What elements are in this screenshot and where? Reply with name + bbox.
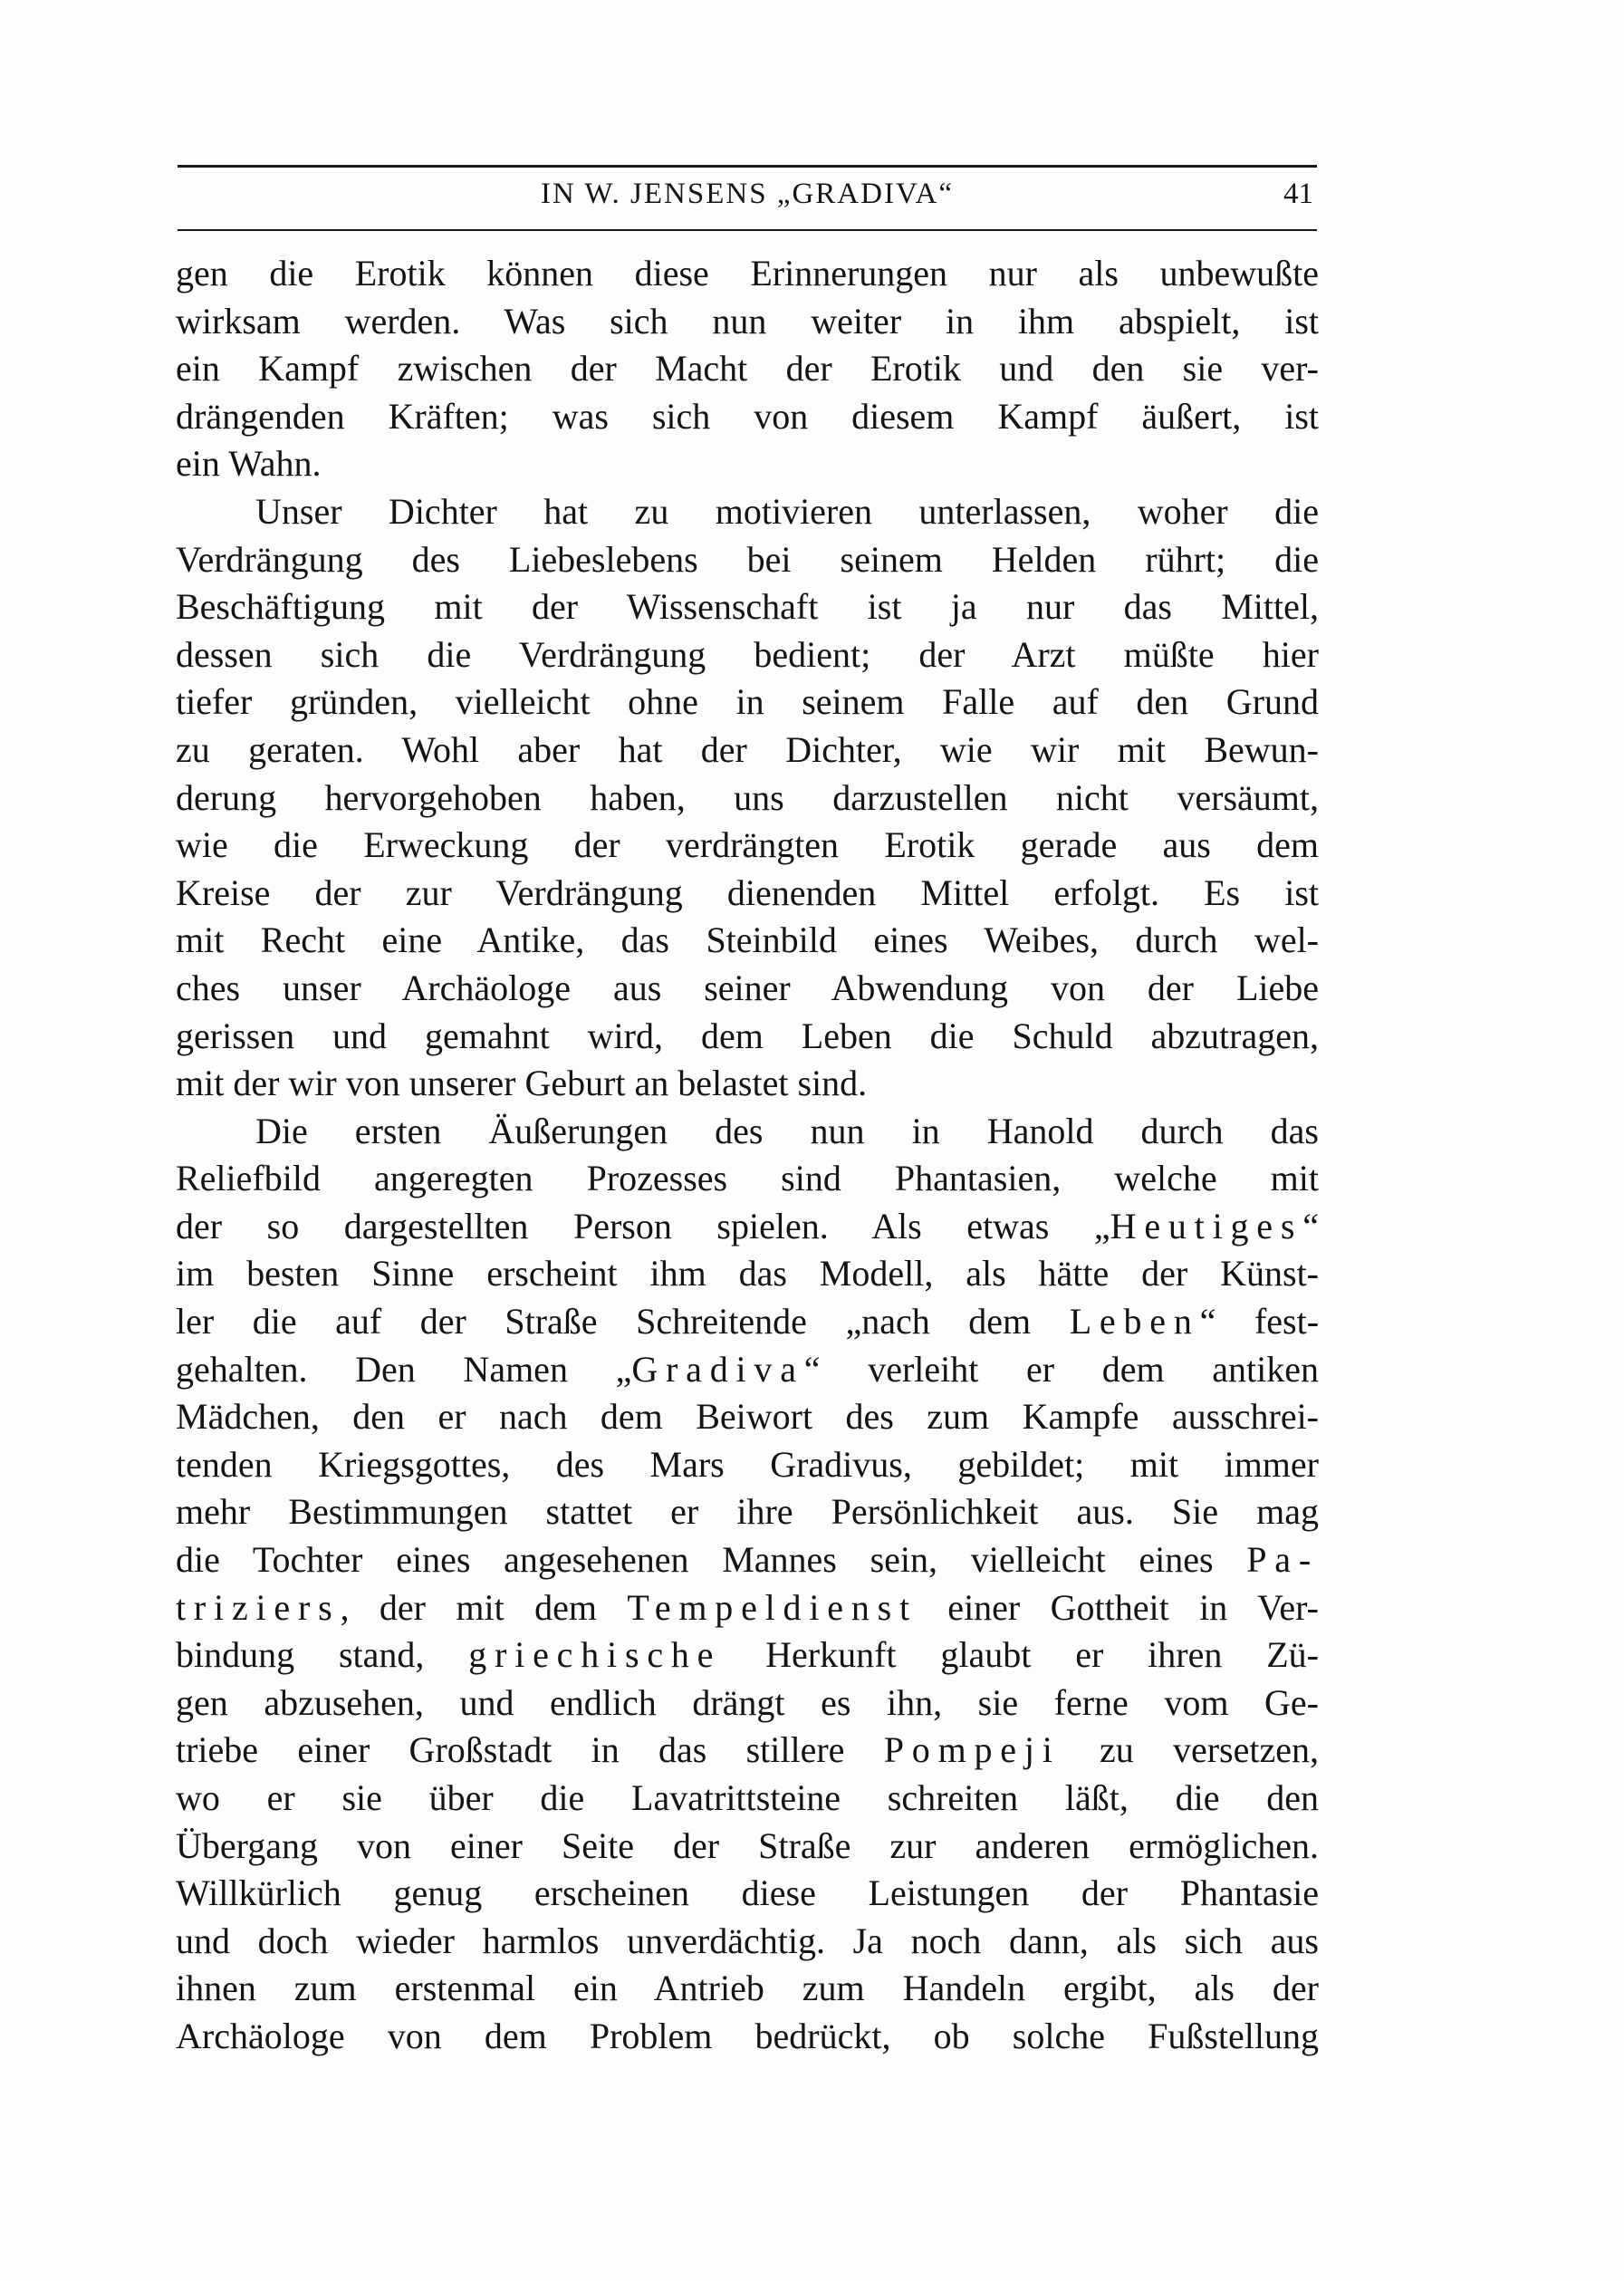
emphasized-word: griechische [468,1634,722,1676]
text-segment: gehalten. Den Namen „ [176,1348,632,1390]
text-segment: einer Gottheit in Ver- [917,1586,1319,1628]
text-line: im besten Sinne erscheint ihm das Modell, als hätte der Künst- [176,1253,1319,1294]
text-segment: ler die auf der Straße Schreitende „nach dem [176,1301,1070,1343]
text-line [176,1346,1319,1394]
text-line [176,1536,1319,1584]
text-segment: “ fest- [1199,1301,1319,1343]
text-line: mit Recht eine Antike, das Steinbild eines Weibes, durch wel- [176,919,1319,961]
text-line: Kreise der zur Verdrängung dienenden Mittel erfolgt. Es ist [176,871,1319,913]
text-line: drängenden Kräften; was sich von diesem Kampf äußert, ist [176,395,1319,437]
text-line: und doch wieder harmlos unverdächtig. Ja noch dann, als sich aus [176,1920,1319,1961]
text-line: gerissen und gemahnt wird, dem Leben die Schuld abzutragen, [176,1015,1319,1056]
text-line: mit der wir von unserer Geburt an belastet sind. [176,1063,868,1104]
emphasized-word: Heutiges [1110,1205,1303,1246]
emphasized-word: Tempeldienst [627,1586,918,1628]
text-line: ches unser Archäologe aus seiner Abwendung von der Liebe [176,967,1319,1008]
text-segment: “ [1302,1205,1319,1246]
text-line: tiefer gründen, vielleicht ohne in seinem Falle auf den Grund [176,681,1319,723]
text-line: gen die Erotik können diese Erinnerungen nur als unbewußte [176,253,1319,294]
text-line [176,1203,1319,1251]
text-line: ein Wahn. [176,443,322,485]
text-line: Willkürlich genug erscheinen diese Leistungen der Phantasie [176,1872,1319,1914]
text-segment: , der mit dem [340,1586,628,1628]
text-line [176,1631,1319,1679]
text-line: gen abzusehen, und endlich drängt es ihn, sie ferne vom Ge- [176,1681,1319,1723]
emphasized-word: Pa- [1246,1539,1319,1581]
emphasized-word: Gradiva [631,1348,804,1390]
text-line: Archäologe von dem Problem bedrückt, ob solche Fußstellung [176,2015,1319,2056]
text-segment: der so dargestellten Person spielen. Als etwas „ [176,1205,1110,1246]
text-segment: bindung stand, [176,1634,469,1676]
text-line: Unser Dichter hat zu motivieren unterlassen, woher die [255,490,1319,532]
text-line: tenden Kriegsgottes, des Mars Gradivus, gebildet; mit immer [176,1443,1319,1485]
header-rule-top [178,165,1317,168]
text-line [176,1584,1319,1632]
text-line: Beschäftigung mit der Wissenschaft ist ja nur das Mittel, [176,586,1319,628]
emphasized-word: Pompeji [883,1729,1061,1771]
header-rule-bottom [178,229,1317,231]
text-segment: triebe einer Großstadt in das stillere [176,1729,884,1771]
running-title: IN W. JENSENS „GRADIVA“ [540,178,955,210]
emphasized-word: triziers [176,1586,341,1628]
text-line: Reliefbild angeregten Prozesses sind Phantasien, welche mit [176,1158,1319,1199]
text-segment: “ verleiht er dem antiken [803,1348,1319,1390]
text-line: Verdrängung des Liebeslebens bei seinem Helden rührt; die [176,538,1319,580]
text-line: wo er sie über die Lavatrittsteine schreiten läßt, die den [176,1777,1319,1818]
text-line: dessen sich die Verdrängung bedient; der Arzt müßte hier [176,633,1319,675]
text-line [176,1298,1319,1346]
page-number: 41 [1283,178,1313,210]
body-text [176,250,1319,2061]
text-line: wie die Erweckung der verdrängten Erotik gerade aus dem [176,824,1319,866]
text-line: wirksam werden. Was sich nun weiter in ihm abspielt, ist [176,300,1319,342]
running-header [178,165,1317,232]
text-line: zu geraten. Wohl aber hat der Dichter, wie wir mit Bewun- [176,728,1319,770]
text-segment: die Tochter eines angesehenen Mannes sein, vielleicht eines [176,1539,1247,1581]
text-line: ein Kampf zwischen der Macht der Erotik und den sie ver- [176,348,1319,390]
text-line: Mädchen, den er nach dem Beiwort des zum Kampfe ausschrei- [176,1396,1319,1438]
text-line [176,1727,1319,1775]
text-line: mehr Bestimmungen stattet er ihre Persönlichkeit aus. Sie mag [176,1491,1319,1533]
text-line: derung hervorgehoben haben, uns darzustellen nicht versäumt, [176,776,1319,818]
text-segment: Herkunft glaubt er ihren Zü- [721,1634,1319,1676]
text-line: Übergang von einer Seite der Straße zur anderen ermöglichen. [176,1824,1319,1866]
text-line: ihnen zum erstenmal ein Antrieb zum Handeln ergibt, als der [176,1968,1319,2009]
emphasized-word: Leben [1069,1301,1200,1343]
text-segment: zu versetzen, [1060,1729,1319,1771]
text-line: Die ersten Äußerungen des nun in Hanold durch das [255,1110,1319,1151]
